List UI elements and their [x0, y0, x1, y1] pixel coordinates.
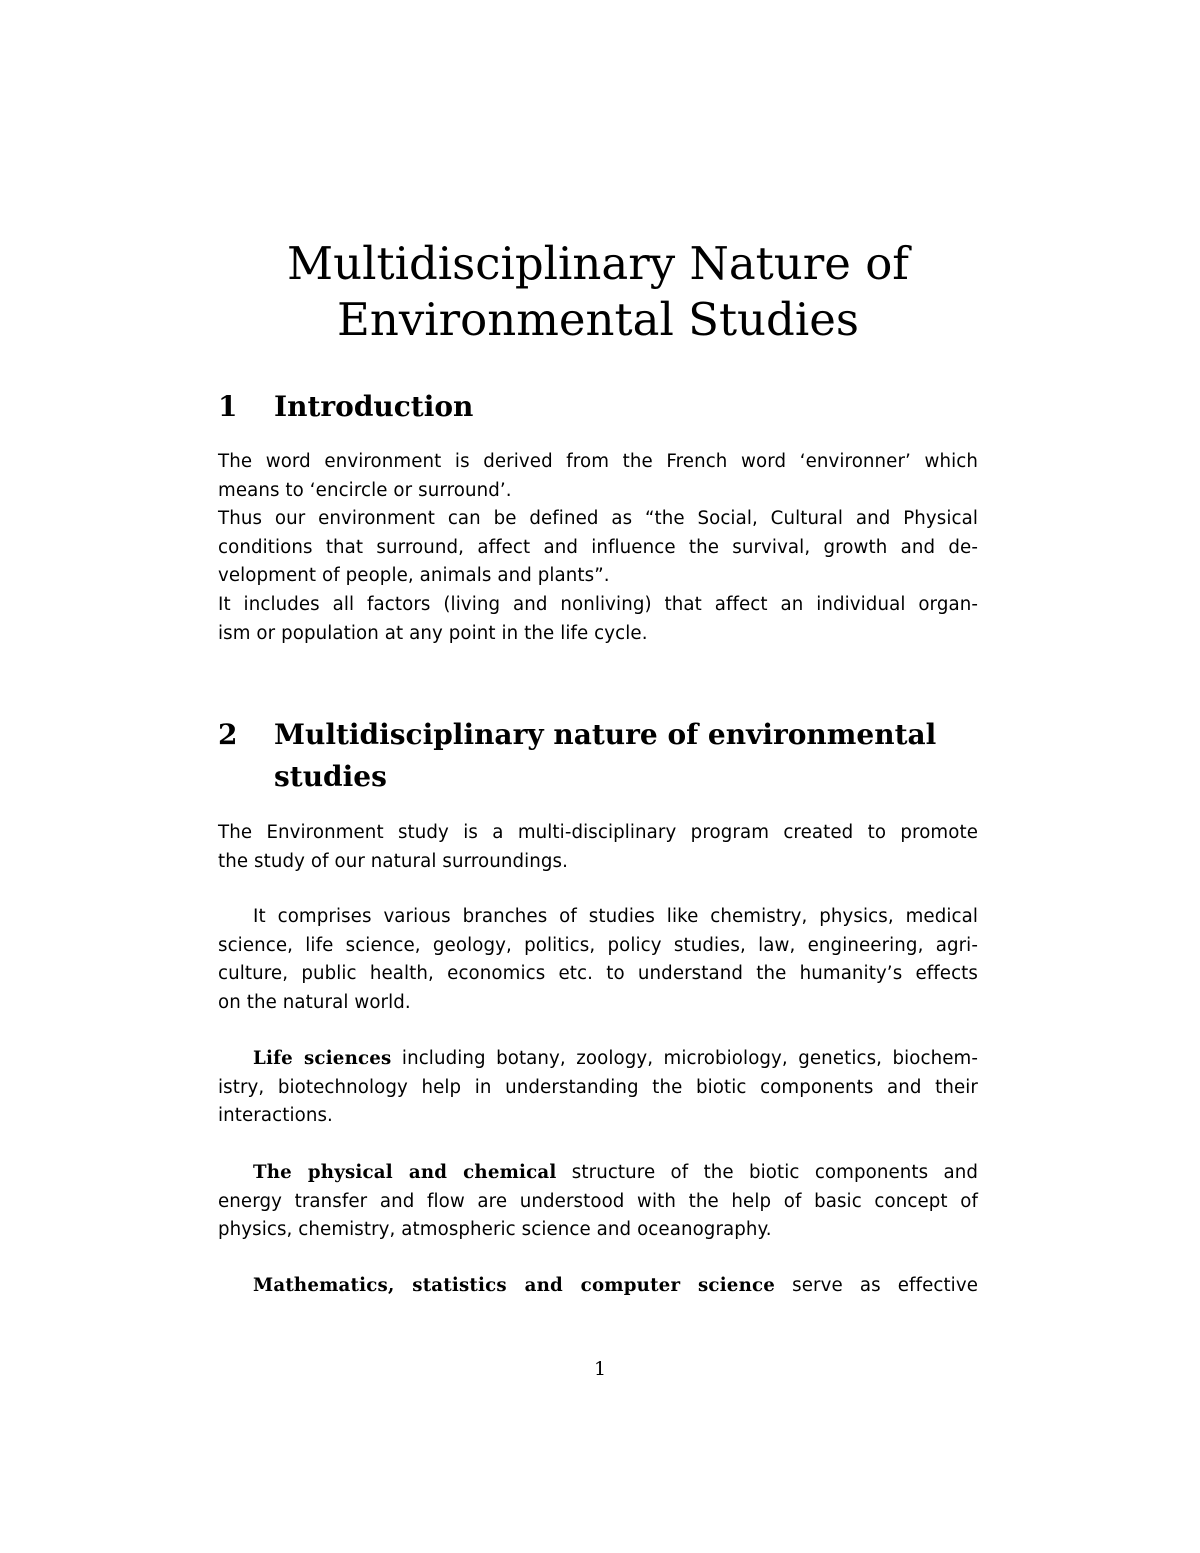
text-fragment: serve as effective [775, 1275, 978, 1296]
section-2-number: 2 [218, 718, 238, 751]
text-line [218, 1272, 978, 1301]
bold-term-mathematics: Mathematics, statistics and computer science [253, 1275, 776, 1296]
bold-term-physical-chemical: The physical and chemical [253, 1162, 557, 1183]
section-2-heading [218, 714, 988, 798]
text-fragment: structure of the biotic components and [556, 1162, 978, 1183]
text-line: ism or population at any point in the life cycle. [218, 622, 648, 644]
section-1-title: Introduction [274, 390, 474, 423]
page-number: 1 [593, 1358, 607, 1380]
section-2-paragraph-2 [218, 903, 978, 1017]
text-line: Thus our environment can be defined as “the Social, Cultural and Physical [218, 508, 978, 530]
section-2-title-line-1: Multidisciplinary nature of environmental [274, 718, 937, 751]
title-line-1: Multidisciplinary Nature of [287, 237, 909, 290]
text-line: science, life science, geology, politics, policy studies, law, engineering, agri- [218, 934, 978, 956]
text-line: velopment of people, animals and plants”. [218, 565, 610, 587]
section-2-paragraph-life-sciences [218, 1045, 978, 1131]
text-line [218, 1159, 978, 1188]
section-2-paragraph-1 [218, 819, 978, 876]
text-line: energy transfer and flow are understood with the help of basic concept of [218, 1190, 978, 1212]
section-1-heading [218, 386, 988, 428]
bold-term-life-sciences: Life sciences [253, 1048, 392, 1069]
title-line-2: Environmental Studies [337, 293, 859, 346]
text-line: istry, biotechnology help in understanding the biotic components and their [218, 1076, 978, 1098]
section-2-paragraph-physical-chemical [218, 1159, 978, 1245]
text-line: interactions. [218, 1105, 333, 1127]
section-2-paragraph-mathematics [218, 1272, 978, 1301]
text-line: The Environment study is a multi-disciplinary program created to promote [218, 822, 978, 843]
text-line: culture, public health, economics etc. to understand the humanity’s effects [218, 963, 978, 985]
section-1-number: 1 [218, 390, 238, 423]
text-line [218, 1045, 978, 1074]
text-line: the study of our natural surroundings. [218, 850, 569, 872]
text-line: The word environment is derived from the French word ‘environner’ which [218, 451, 978, 472]
text-line: It includes all factors (living and nonliving) that affect an individual organ- [218, 593, 978, 615]
section-2-title-line-2: studies [274, 760, 387, 793]
text-line: conditions that surround, affect and influence the survival, growth and de- [218, 536, 978, 558]
text-line: physics, chemistry, atmospheric science and oceanography. [218, 1219, 772, 1241]
text-fragment: including botany, zoology, microbiology, genetics, biochem- [391, 1048, 978, 1069]
text-line: means to ‘encircle or surround’. [218, 479, 512, 501]
text-line: It comprises various branches of studies like chemistry, physics, medical [253, 906, 978, 927]
document-title [218, 236, 978, 348]
section-1-body [218, 448, 978, 648]
text-line: on the natural world. [218, 991, 411, 1013]
